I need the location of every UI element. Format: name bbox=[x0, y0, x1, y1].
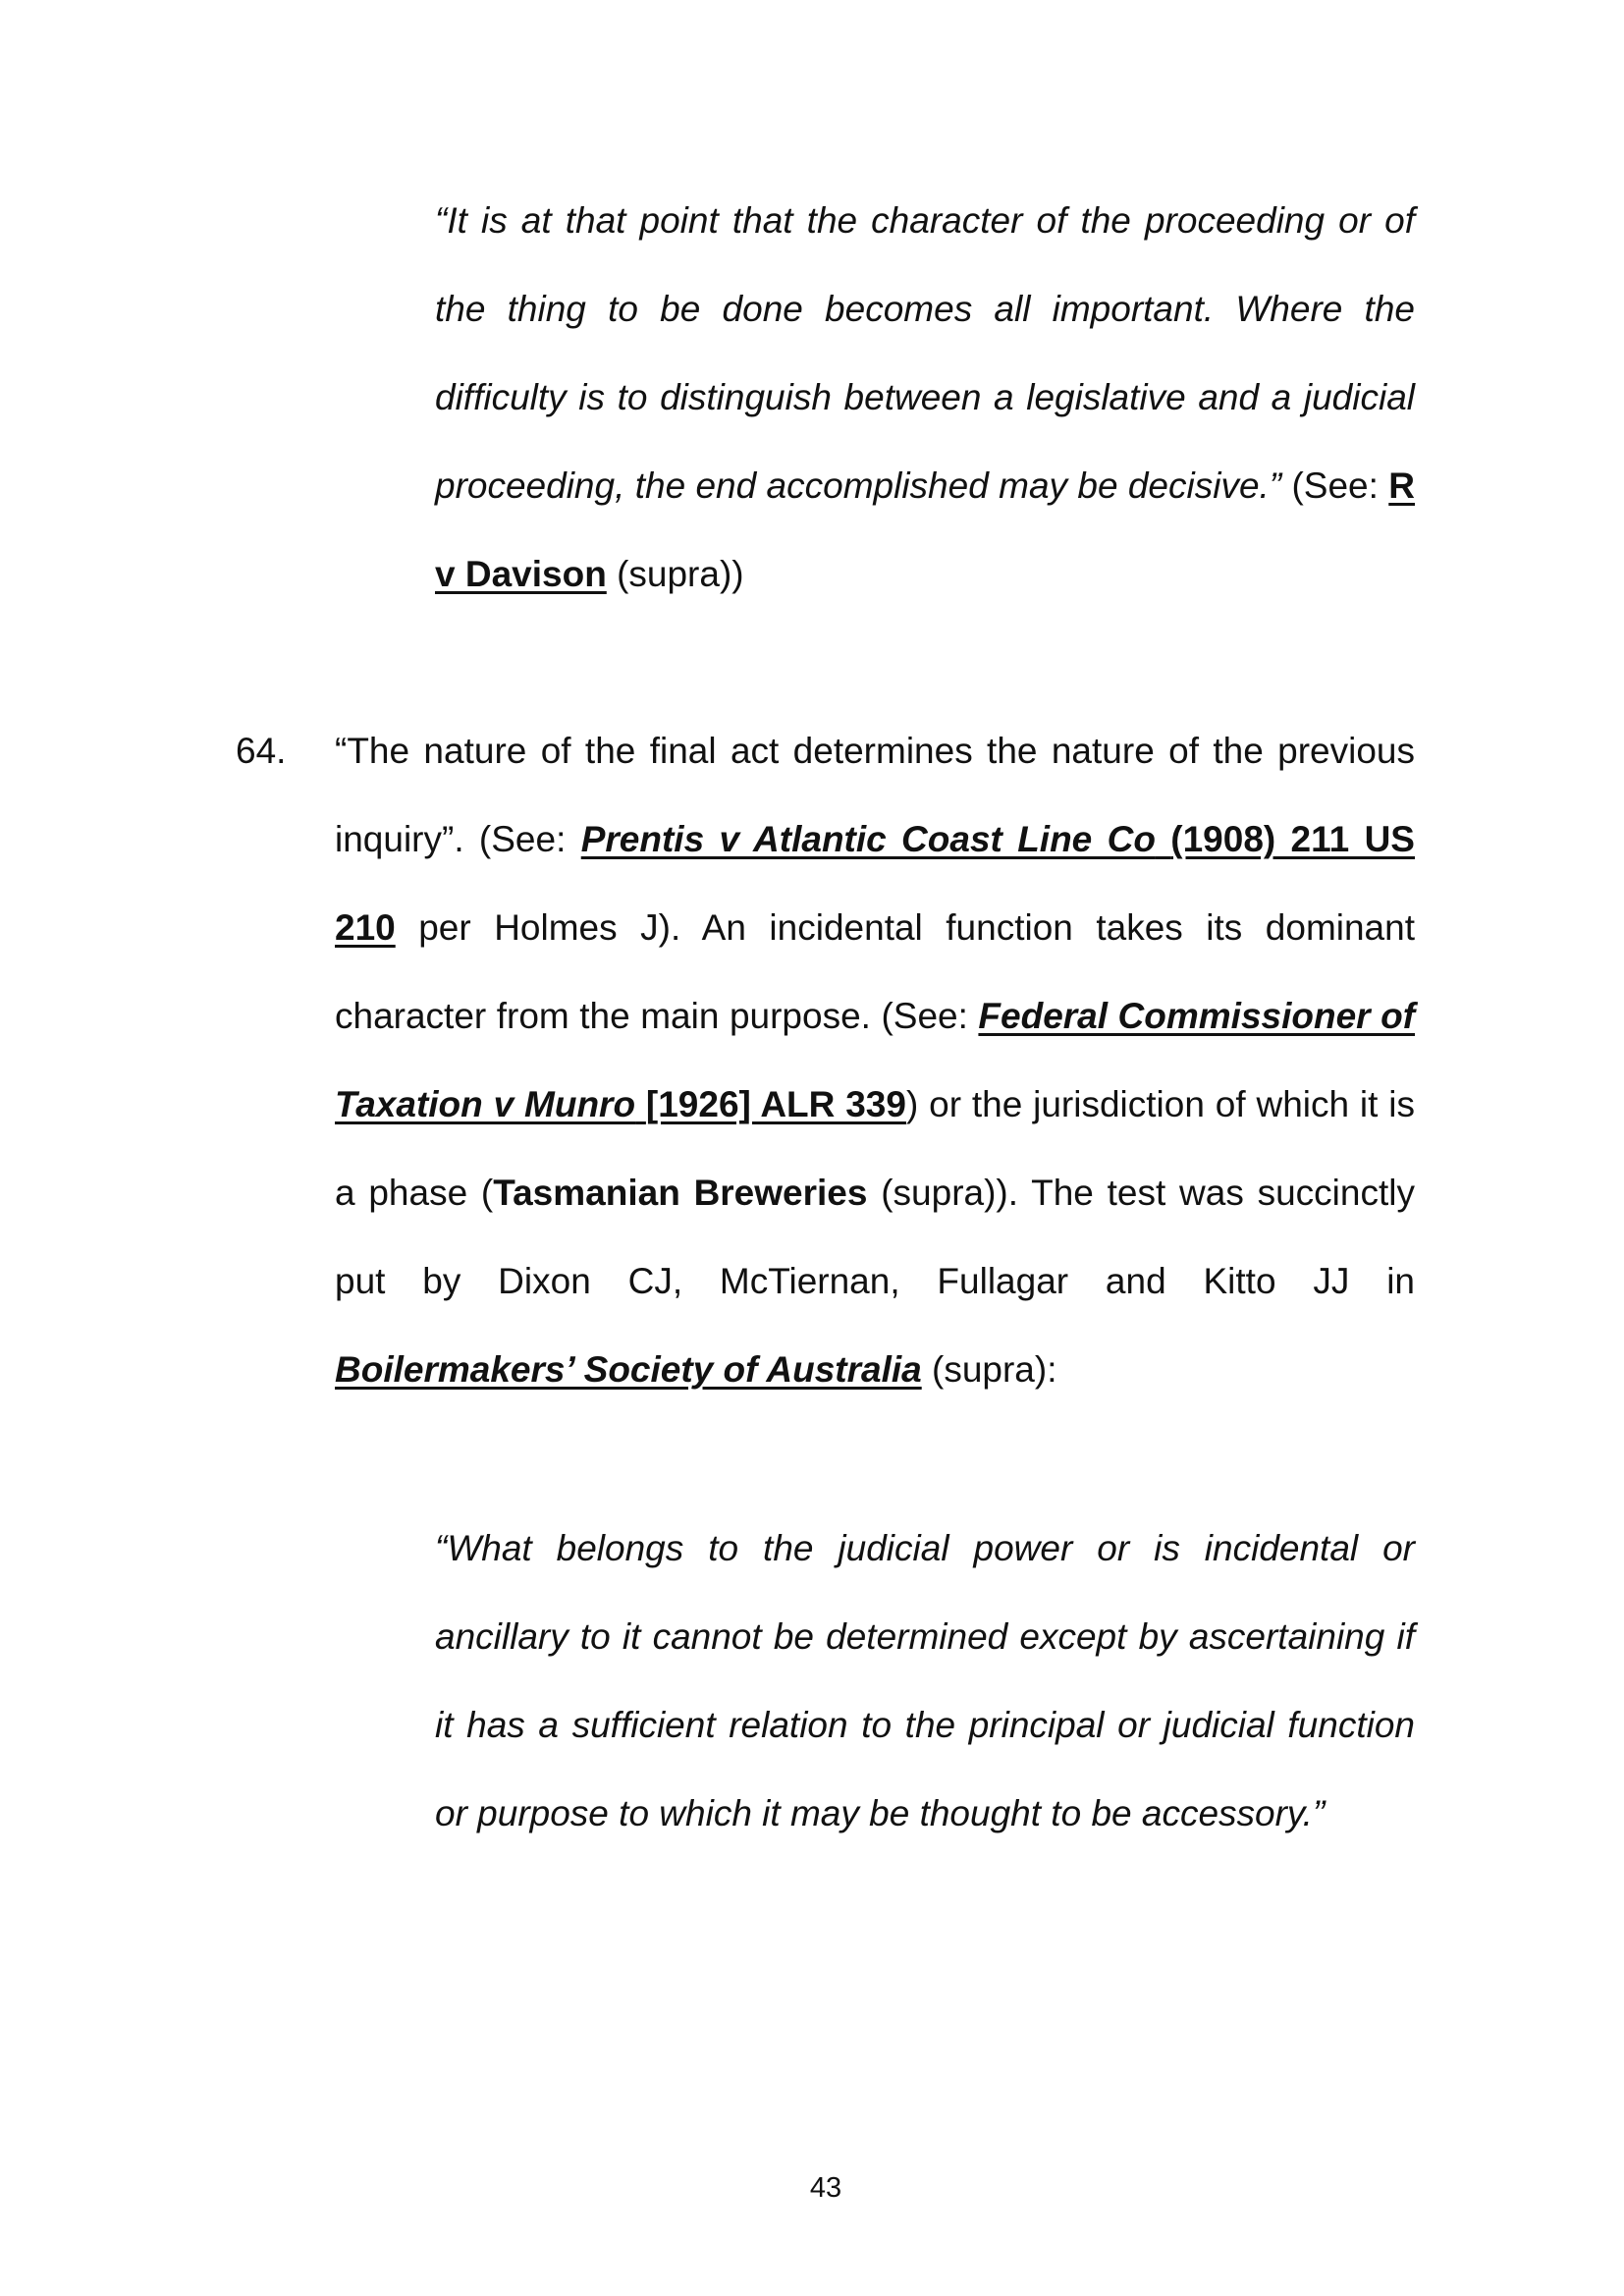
case-name-prentis: Prentis v Atlantic Coast Line Co bbox=[580, 819, 1156, 859]
paragraph-text: (supra): bbox=[921, 1349, 1057, 1390]
case-citation-gap bbox=[635, 1084, 646, 1124]
block-quote-boilermakers bbox=[435, 1504, 1415, 1858]
paragraph-number: 64. bbox=[236, 731, 287, 771]
case-name-r-v-davison: R v Davison bbox=[435, 465, 1415, 594]
quote-text: “What belongs to the judicial power or is incidental or ancillary to it cannot be determined except by ascertaining if it has a sufficient relation to the principal or judicial function or purpose to which it may be thought to be accessory.” bbox=[435, 1528, 1415, 1833]
case-citation-gap bbox=[1156, 819, 1170, 859]
case-name-boilermakers: Boilermakers’ Society of Australia bbox=[335, 1349, 922, 1390]
paragraph-64 bbox=[335, 707, 1415, 1414]
case-citation-prentis: (1908) 211 US 210 bbox=[335, 819, 1415, 948]
paragraph-text: (supra)). The test was succinctly put by Dixon CJ, McTiernan, Fullagar and Kitto JJ in bbox=[335, 1173, 1415, 1301]
citation-prefix: (See: bbox=[1281, 465, 1389, 506]
citation-suffix: (supra)) bbox=[606, 554, 744, 594]
block-quote-davison bbox=[435, 177, 1415, 619]
case-name-munro: Federal Commissioner of Taxation v Munro bbox=[335, 996, 1416, 1124]
quote-text: “It is at that point that the character of the proceeding or of the thing to be done becomes all important. Where the difficulty is to distinguish between a legislative and a judicial proceeding, the end accomplished may be decisive.” bbox=[435, 200, 1415, 506]
case-name-tasmanian-breweries: Tasmanian Breweries bbox=[493, 1173, 868, 1213]
case-citation-munro: [1926] ALR 339 bbox=[645, 1084, 906, 1124]
paragraph-text: ) or the jurisdiction of which it is a phase ( bbox=[335, 1084, 1415, 1213]
page-number: 43 bbox=[809, 2172, 842, 2204]
paragraph-text: per Holmes J). An incidental function takes its dominant character from the main purpose. (See: bbox=[335, 907, 1415, 1036]
paragraph-text: “The nature of the final act determines the nature of the previous inquiry”. (See: bbox=[335, 731, 1415, 859]
